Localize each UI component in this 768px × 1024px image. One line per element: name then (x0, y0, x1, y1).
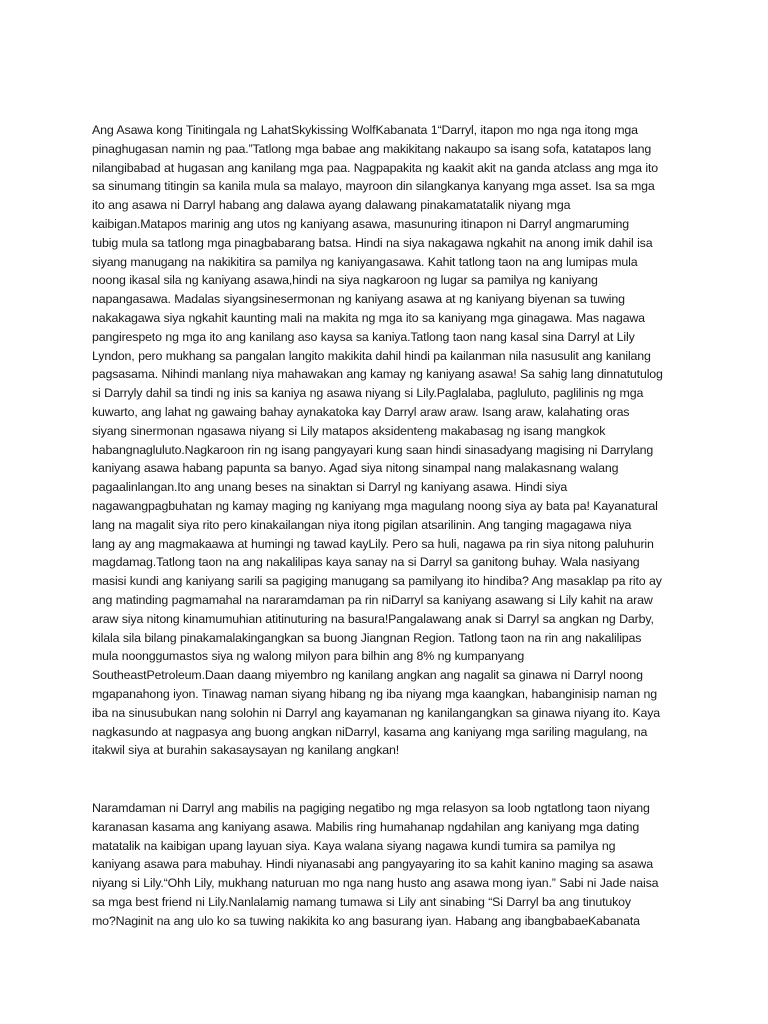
text-line: kuwarto, ang lahat ng gawaing bahay aynakatoka kay Darryl araw araw. Isang araw, kalahating oras (92, 404, 630, 419)
text-line: siyang sinermonan ngasawa niyang si Lily matapos aksidenteng makabasag ng isang mangkok (92, 423, 606, 438)
text-line: nilangibabad at hugasan ang kanilang mga paa. Nagpapakita ng kaakit akit na ganda atclass ang mga ito (92, 160, 659, 175)
text-line: kaniyang asawa para mabuhay. Hindi niyanasabi ang pangyayaring ito sa kahit kanino maging sa asawa (92, 857, 653, 872)
text-line: pagaalinlangan.Ito ang unang beses na sinaktan si Darryl ng kaniyang asawa. Hindi siya (92, 480, 568, 495)
text-line: siyang manugang na nakikitira sa pamilya ng kaniyangasawa. Kahit tatlong taon na ang lumipas mula (92, 254, 638, 269)
text-line: napangasawa. Madalas siyangsinesermonan ng kaniyang asawa at ng kaniyang biyenan sa tuwing (92, 292, 625, 307)
text-line: lang na magalit siya rito pero kinakailangan niya itong pigilan atsarilinin. Ang tanging magagawa niya (92, 517, 632, 532)
text-line: kilala sila bilang pinakamalakingangkan sa buong Jiangnan Region. Tatlong taon na rin ang nakalilipas (92, 630, 642, 645)
text-line: nakakagawa siya ngkahit kaunting mali na makita ng mga ito sa kaniyang mga ginagawa. Mas nagawa (92, 310, 645, 325)
text-line: nagkasundo at nagpasya ang buong angkan niDarryl, kasama ang kaniyang mga sariling magulang, na (92, 724, 648, 739)
paragraph-2 (92, 799, 684, 931)
text-line: mgapanahong iyon. Tinawag naman siyang hibang ng iba niyang mga kaangkan, habanginisip naman ng (92, 686, 657, 701)
text-line: matatalik na kaibigan upang layuan siya. Kaya walana siyang nagawa kundi tumira sa pamilya ng (92, 838, 616, 853)
text-line: itakwil siya at burahin sakasaysayan ng kanilang angkan! (92, 743, 400, 758)
text-line: karanasan kasama ang kaniyang asawa. Mabilis ring humahanap ngdahilan ang kaniyang mga dating (92, 819, 640, 834)
text-line: araw siya nitong kinamumuhian atitinuturing na basura!Pangalawang anak si Darryl sa angkan ng Darby, (92, 611, 654, 626)
text-line: si Darryly dahil sa tindi ng inis sa kaniya ng asawa niyang si Lily.Paglalaba, pagluluto, paglilinis ng mga (92, 386, 644, 401)
text-line: ang matinding pagmamahal na nararamdaman pa rin niDarryl sa kaniyang asawang si Lily kahit na araw (92, 592, 653, 607)
text-line: habangnagluluto.Nagkaroon rin ng isang pangyayari kung saan hindi sinasadyang magising ni Darrylang (92, 442, 654, 457)
text-line: Naramdaman ni Darryl ang mabilis na pagiging negatibo ng mga relasyon sa loob ngtatlong taon niyang (92, 801, 650, 815)
paragraph-1 (92, 121, 684, 760)
text-line: Ang Asawa kong Tinitingala ng LahatSkykissing WolfKabanata 1“Darryl, itapon mo nga nga itong mga (92, 123, 638, 137)
text-line: pagsasama. Nihindi manlang niya mahawakan ang kamay ng kaniyang asawa! Sa sahig lang dinnatutulog (92, 367, 663, 382)
text-line: nagawangpagbuhatan ng kamay maging ng kaniyang mga magulang noong siya ay bata pa! Kayanatural (92, 498, 658, 513)
text-line: kaniyang asawa habang papunta sa banyo. Agad siya nitong sinampal nang malakasnang walang (92, 461, 619, 476)
text-line: masisi kundi ang kaniyang sarili sa pagiging manugang sa pamilyang ito hindiba? Ang masaklap pa rito ay (92, 574, 662, 589)
text-line: magdamag.Tatlong taon na ang nakalilipas kaya sanay na si Darryl sa ganitong buhay. Wala nasiyang (92, 555, 640, 570)
text-line: pangirespeto ng mga ito ang kanilang aso kaysa sa kaniya.Tatlong taon nang kasal sina Darryl at Lily (92, 329, 635, 344)
text-line: lang ay ang magmakaawa at humingi ng tawad kayLily. Pero sa huli, nagawa pa rin siya nitong paluhurin (92, 536, 654, 551)
text-line: tubig mula sa tatlong mga pinagbabarang batsa. Hindi na siya nakagawa ngkahit na anong imik dahil isa (92, 235, 653, 250)
text-line: Lyndon, pero mukhang sa pangalan langito makikita dahil hindi pa kailanman nila nasusulit ang kanilang (92, 348, 651, 363)
text-line: mula noonggumastos siya ng walong milyon para bilhin ang 8% ng kumpanyang (92, 649, 525, 664)
text-line: SoutheastPetroleum.Daan daang miyembro ng kanilang angkan ang nagalit sa ginawa ni Darryl noong (92, 668, 643, 683)
text-line: mo?Naginit na ang ulo ko sa tuwing nakikita ko ang basurang iyan. Habang ang ibangbabaeKabanata (92, 913, 640, 928)
text-line: ito ang asawa ni Darryl habang ang dalawa ayang dalawang pinakamatatalik niyang mga (92, 198, 571, 213)
text-line: iba na sinusubukan nang solohin ni Darryl ang kayamanan ng kanilangangkan sa ginawa niyang ito. Kaya (92, 705, 661, 720)
text-line: kaibigan.Matapos marinig ang utos ng kaniyang asawa, masunuring itinapon ni Darryl angmaruming (92, 216, 630, 231)
text-line: niyang si Lily.“Ohh Lily, mukhang naturuan mo nga nang husto ang asawa mong iyan.” Sabi ni Jade naisa (92, 876, 659, 891)
text-line: noong ikasal sila ng kaniyang asawa,hindi na siya nagkaroon ng lugar sa pamilya ng kaniyang (92, 273, 598, 288)
text-line: sa mga best friend ni Lily.Nanlalamig namang tumawa si Lily ant sinabing “Si Darryl ba ang tinutukoy (92, 894, 631, 909)
text-line: pinaghugasan namin ng paa.”Tatlong mga babae ang makikitang nakaupo sa isang sofa, katatapos lang (92, 141, 652, 156)
text-line: sa sinumang titingin sa kanila mula sa malayo, mayroon din silangkanya kanyang mga asset. Isa sa mga (92, 179, 655, 194)
